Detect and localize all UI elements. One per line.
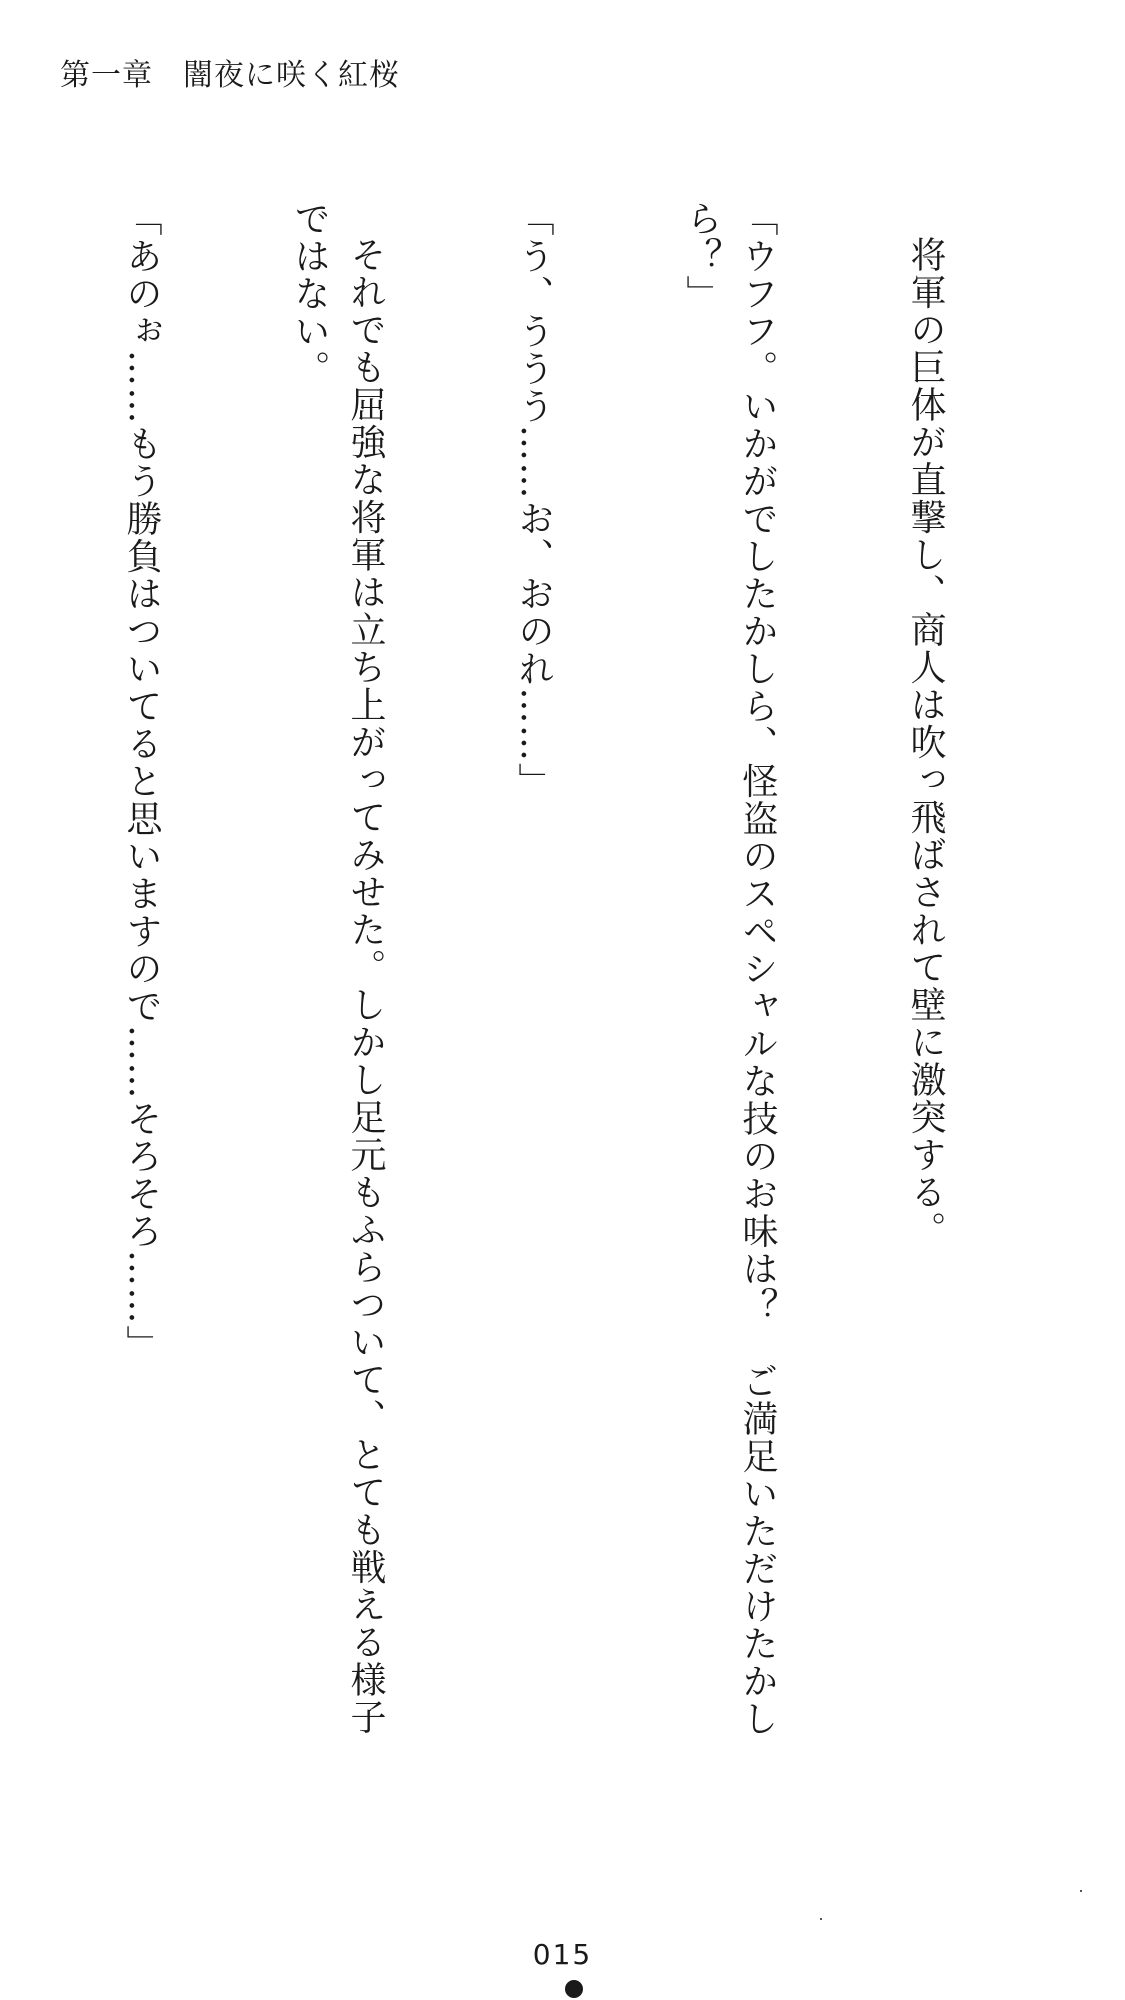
vertical-body-text <box>60 200 1065 1760</box>
paragraph: それでも屈強な将軍は立ち上がってみせた。しかし足元もふらついて、とても戦える様子ではない。 <box>289 200 386 1736</box>
running-header <box>60 50 400 94</box>
paragraph-dialogue: 「あのぉ……もう勝負はついてると思いますので……そろそろ……」 <box>121 200 162 1363</box>
paragraph-dialogue: 「う、ううう……お、おのれ……」 <box>513 200 554 800</box>
paragraph-dialogue: 「ウフフ。いかがでしたかしら、怪盗のスペシャルな技のお味は？ ご満足いただけたかしら？」 <box>681 200 778 1738</box>
scan-speck <box>820 1918 822 1920</box>
page-dot-ornament <box>565 1980 583 1998</box>
chapter-title: 闇夜に咲く紅桜 <box>183 58 400 93</box>
chapter-number: 第一章 <box>60 58 153 93</box>
paragraph: 将軍の巨体が直撃し、商人は吹っ飛ばされて壁に激突する。 <box>905 236 946 1249</box>
scan-speck <box>1080 1890 1082 1892</box>
page-number: 015 <box>532 1938 593 1971</box>
